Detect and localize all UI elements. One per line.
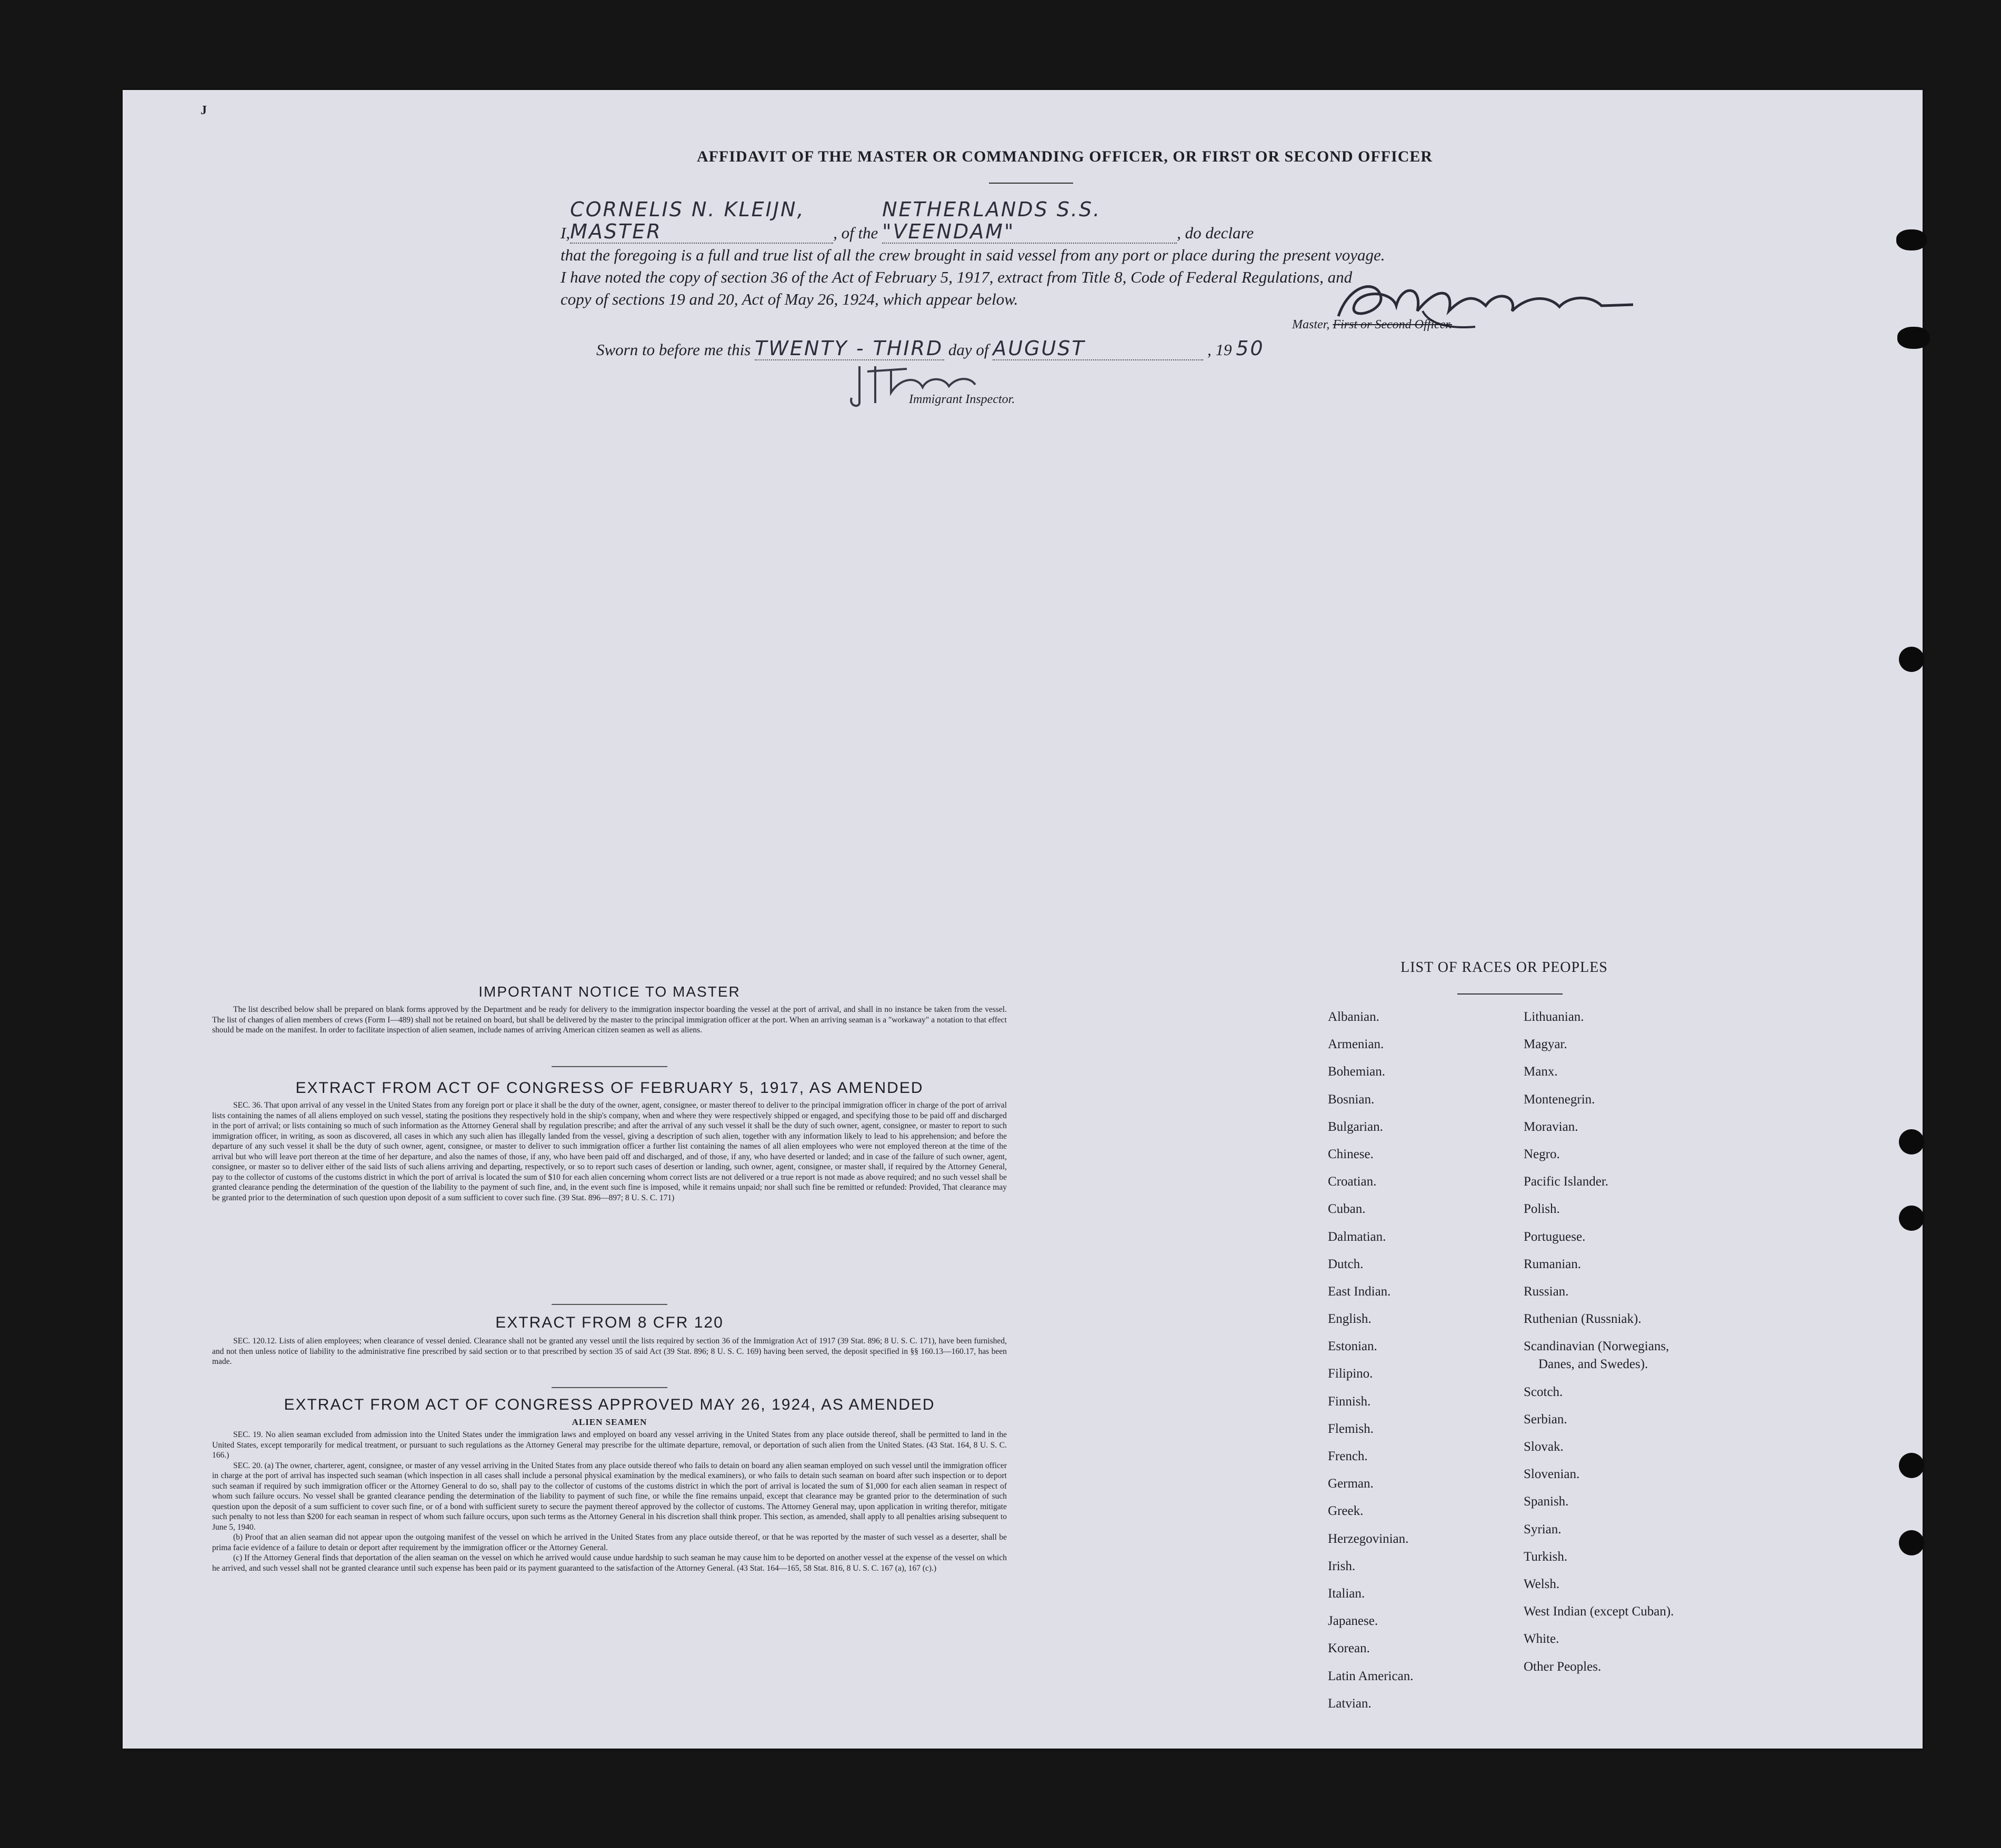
race-item: Latin American. (1328, 1669, 1414, 1683)
race-item: Dalmatian. (1328, 1229, 1386, 1244)
races-right-column (1524, 1010, 1755, 1687)
race-item: Croatian. (1328, 1174, 1377, 1189)
race-item: Bosnian. (1328, 1092, 1375, 1107)
extract-1924-subtitle: ALIEN SEAMEN (572, 1417, 647, 1427)
corner-mark: J (201, 104, 207, 117)
race-item: Korean. (1328, 1641, 1370, 1656)
master-name-field: CORNELIS N. KLEIJN, MASTER (570, 198, 833, 244)
race-item: Pacific Islander. (1524, 1174, 1609, 1189)
race-item: Herzegovinian. (1328, 1531, 1409, 1546)
race-item: Moravian. (1524, 1119, 1578, 1134)
race-item: Scandinavian (Norwegians, (1524, 1339, 1669, 1354)
race-item: Montenegrin. (1524, 1092, 1595, 1107)
extract-cfr-divider (552, 1387, 667, 1388)
race-item: English. (1328, 1312, 1372, 1327)
sworn-day-of: day of (948, 340, 989, 359)
race-item: Greek. (1328, 1504, 1364, 1519)
notice-title: IMPORTANT NOTICE TO MASTER (478, 983, 741, 1000)
extract-1917-divider (552, 1304, 667, 1305)
notice-divider (552, 1066, 667, 1067)
punch-hole-icon (1899, 1453, 1924, 1478)
declaration-line-4: copy of sections 19 and 20, Act of May 26, 1924, which appear below. (561, 290, 1018, 308)
vessel-name-field: NETHERLANDS S.S. "VEENDAM" (882, 198, 1177, 244)
affidavit-title: AFFIDAVIT OF THE MASTER OR COMMANDING OFFICER, OR FIRST OR SECOND OFFICER (696, 148, 1433, 165)
race-item: Ruthenian (Russniak). (1524, 1312, 1642, 1327)
race-item: Armenian. (1328, 1037, 1384, 1052)
inspector-title: Immigrant Inspector. (909, 393, 1015, 406)
punch-hole-icon (1899, 1129, 1924, 1154)
extract-1924-sec19: SEC. 19. No alien seaman excluded from admission into the United States under the immigration laws and employed on board any vessel arriving in the United States from any place outside thereof, shall be permitted to land in the United States, except temporarily for medical treatment, or pursuant to such regulations as the Attorney General may prescribe for the ultimate departure, removal, or deportation of such alien from the United States. (43 Stat. 164, 8 U. S. C. 166.) (212, 1430, 1007, 1460)
extract-1924-sec20c: (c) If the Attorney General finds that deportation of the alien seaman on the vessel on which he arrived would cause undue hardship to such seaman he may cause him to be deported on another vessel at the expense of the vessel on which he arrived, and such vessel shall not be granted clearance until such expense has been paid or its payment guaranteed to the satisfaction of the Attorney General. (43 Stat. 164—165, 58 Stat. 816, 8 U. S. C. 167 (a), 167 (c).) (212, 1553, 1007, 1573)
extract-cfr-paragraph: SEC. 120.12. Lists of alien employees; when clearance of vessel denied. Clearance shall not be granted any vessel until the lists required by section 36 of the Immigration Act of 1917 (39 Stat. 896; 8 U. S. C. 171), have been furnished, and not then unless notice of liability to the administrative fine prescribed by said section or to that prescribed by section 35 of said Act (39 Stat. 896; 8 U. S. C. 169) having been served, the deposit specified in §§ 160.13—160.17, has been made. (212, 1337, 1007, 1366)
signature-title (1292, 318, 1452, 332)
race-item: Slovenian. (1524, 1467, 1580, 1482)
punch-hole-icon (1897, 327, 1930, 349)
extract-1924-title: EXTRACT FROM ACT OF CONGRESS APPROVED MAY 26, 1924, AS AMENDED (284, 1396, 935, 1413)
race-item: Welsh. (1524, 1576, 1560, 1591)
race-item: Estonian. (1328, 1339, 1377, 1354)
declaration-prefix: I, (561, 224, 571, 242)
race-item: French. (1328, 1449, 1368, 1463)
race-item: German. (1328, 1477, 1374, 1491)
race-item: East Indian. (1328, 1284, 1391, 1299)
sworn-year-field: 50 (1236, 337, 1265, 360)
sworn-month-field: AUGUST (993, 337, 1203, 360)
race-item: Polish. (1524, 1202, 1560, 1217)
punch-hole-icon (1899, 647, 1924, 672)
race-item: Slovak. (1524, 1440, 1564, 1454)
race-item: Italian. (1328, 1586, 1365, 1601)
race-item: Lithuanian. (1524, 1010, 1584, 1024)
extract-1917-paragraph: SEC. 36. That upon arrival of any vessel in the United States from any foreign port or place it shall be the duty of the owner, agent, consignee, or master thereof to deliver to the principal immigration officer in charge of the port of arrival lists containing the names of all aliens employed on such vessel, stating the positions they respectively hold in the ship's company, when and where they were respectively shipped or engaged, and specifying those to be paid off and discharged in the port of arrival; or lists containing so much of such information as the Attorney General shall by regulation prescribe; and after the arrival of any such vessel it shall be the duty of such owner, agent, consignee, or master to report to such immigration officer, in writing, as soon as discovered, all cases in which any such alien has illegally landed from the vessel, giving a description of such alien, together with any information likely to lead to his apprehension; and before the departure of any such vessel it shall be the duty of such owner, agent, consignee, or master to deliver to such immigration officer a further list containing the names of all alien employees who were not employed thereon at the time of the arrival but who will leave port thereon at the time of her departure, and also the names of those, if any, who have been paid off and discharged, and of those, if any, who have deserted or landed; and in case of the failure of such owner, agent, consignee, or master so to deliver either of the said lists of such aliens arriving and departing, respectively, or so to report such cases of desertion or landing, such owner, agent, consignee, or master shall, if required by the Attorney General, pay to the collector of customs of the customs district in which the port of arrival is located the sum of $10 for each alien concerning whom correct lists are not delivered or a true report is not made as above required; and no such vessel shall be granted clearance pending the determination of the question of the liability to the payment of such fine, and, in the event such fine is imposed, while it remains unpaid; nor shall such fine be remitted or refunded: Provided, That clearance may be granted prior to the determination of such question upon deposit of a sum sufficient to cover such fine. (39 Stat. 896—897; 8 U. S. C. 171) (212, 1101, 1007, 1202)
notice-paragraph: The list described below shall be prepared on blank forms approved by the Department and be ready for delivery to the immigration inspector boarding the vessel at the port of arrival, and shall in no instance be taken from the vessel. The list of changes of alien members of crews (Form I—489) shall not be retained on board, but shall be delivered by the master to the principal immigration officer at the port. When an arriving seaman is a "workaway" a notation to that effect should be made on the manifest. In order to facilitate inspection of alien seamen, include names of arriving American citizen seamen as well as aliens. (212, 1005, 1007, 1035)
extract-1917-body (212, 1100, 1007, 1203)
declaration-line-1 (561, 198, 1529, 244)
race-item: Irish. (1328, 1559, 1356, 1573)
sworn-day-field: TWENTY - THIRD (755, 337, 944, 360)
notice-body (212, 1005, 1007, 1036)
extract-1924-sec20b: (b) Proof that an alien seaman did not appear upon the outgoing manifest of the vessel on which he arrived in the United States from any place outside thereof, or that he was reported by the master of such vessel as a deserter, shall be prima facie evidence of a failure to detain or deport after requirement by the immigration officer or the Attorney General. (212, 1533, 1007, 1552)
race-item: Dutch. (1328, 1257, 1364, 1271)
race-item: Bulgarian. (1328, 1119, 1383, 1134)
race-item: West Indian (except Cuban). (1524, 1604, 1674, 1619)
declaration-line-3: I have noted the copy of section 36 of the Act of February 5, 1917, extract from Title 8, Code of Federal Regulations, and (561, 268, 1353, 286)
race-item: Latvian. (1328, 1696, 1372, 1711)
races-left-column (1328, 1010, 1517, 1724)
race-item: Cuban. (1328, 1202, 1366, 1217)
extract-cfr-title: EXTRACT FROM 8 CFR 120 (495, 1314, 724, 1331)
race-item: White. (1524, 1632, 1559, 1646)
race-item: Serbian. (1524, 1412, 1567, 1427)
race-item: Filipino. (1328, 1367, 1373, 1381)
race-item: Turkish. (1524, 1549, 1568, 1564)
affidavit-title-rule (989, 183, 1073, 184)
extract-1924-body (212, 1430, 1007, 1573)
race-item: Rumanian. (1524, 1257, 1582, 1271)
race-item: Japanese. (1328, 1614, 1378, 1629)
punch-hole-icon (1899, 1206, 1924, 1231)
race-item: Spanish. (1524, 1494, 1569, 1509)
race-item: Negro. (1524, 1147, 1560, 1161)
race-item: Other Peoples. (1524, 1659, 1602, 1674)
sworn-prefix: Sworn to before me this (596, 340, 751, 359)
race-item: Flemish. (1328, 1421, 1374, 1436)
signature-title-struck: First or Second Officer. (1333, 318, 1452, 332)
race-item: Scotch. (1524, 1384, 1563, 1399)
race-item: Manx. (1524, 1064, 1558, 1079)
race-item: Bohemian. (1328, 1064, 1386, 1079)
race-item: Danes, and Swedes). (1538, 1357, 1648, 1372)
extract-1917-title: EXTRACT FROM ACT OF CONGRESS OF FEBRUARY 5, 1917, AS AMENDED (295, 1079, 924, 1097)
sworn-line (596, 337, 1491, 361)
punch-hole-icon (1896, 229, 1927, 250)
race-item: Portuguese. (1524, 1229, 1586, 1244)
races-title-rule (1457, 993, 1563, 995)
declaration-of: , of the (833, 224, 878, 242)
document-page (123, 90, 1923, 1749)
race-item: Magyar. (1524, 1037, 1567, 1052)
race-item: Syrian. (1524, 1522, 1562, 1536)
race-item: Finnish. (1328, 1394, 1371, 1409)
races-title: LIST OF RACES OR PEOPLES (1400, 959, 1608, 976)
declaration-line-2: that the foregoing is a full and true list of all the crew brought in said vessel from any port or place during the present voyage. (561, 246, 1385, 264)
race-item: Russian. (1524, 1284, 1569, 1299)
declaration-suffix: , do declare (1177, 224, 1254, 242)
signature-title-master: Master, (1292, 318, 1330, 332)
punch-hole-icon (1899, 1530, 1924, 1555)
sworn-year-prefix: , 19 (1207, 340, 1232, 359)
extract-cfr-body (212, 1336, 1007, 1367)
race-item: Chinese. (1328, 1147, 1374, 1161)
extract-1924-sec20a: SEC. 20. (a) The owner, charterer, agent, consignee, or master of any vessel arriving in the United States from any place outside thereof who fails to detain on board any alien seaman employed on such vessel until the immigration officer in charge at the port of arrival has inspected such seaman (which inspection in all cases shall include a personal physical examination by the medical examiners), or who fails to detain such seaman on board after such inspection or to deport such seaman if required by such immigration officer or the Attorney General to do so, shall pay to the collector of customs of the customs district in which the port of arrival is located the sum of $1,000 for each alien seaman in respect of whom such failure occurs. No vessel shall be granted clearance pending the determination of the liability to payment of such fine, or while the fine remains unpaid, except that clearance may be granted prior to the determination of such question upon the deposit of a sum sufficient to cover such fine, or of a bond with sufficient surety to secure the payment thereof approved by the collector of customs. The Attorney General may, upon application in writing therefor, mitigate such penalty to not less than $200 for each seaman in respect of whom such failure occurs, upon such terms as the Attorney General in his discretion shall think proper. This section, as amended, shall apply to all penalties arising subsequent to June 5, 1940. (212, 1461, 1007, 1532)
race-item: Albanian. (1328, 1010, 1379, 1024)
